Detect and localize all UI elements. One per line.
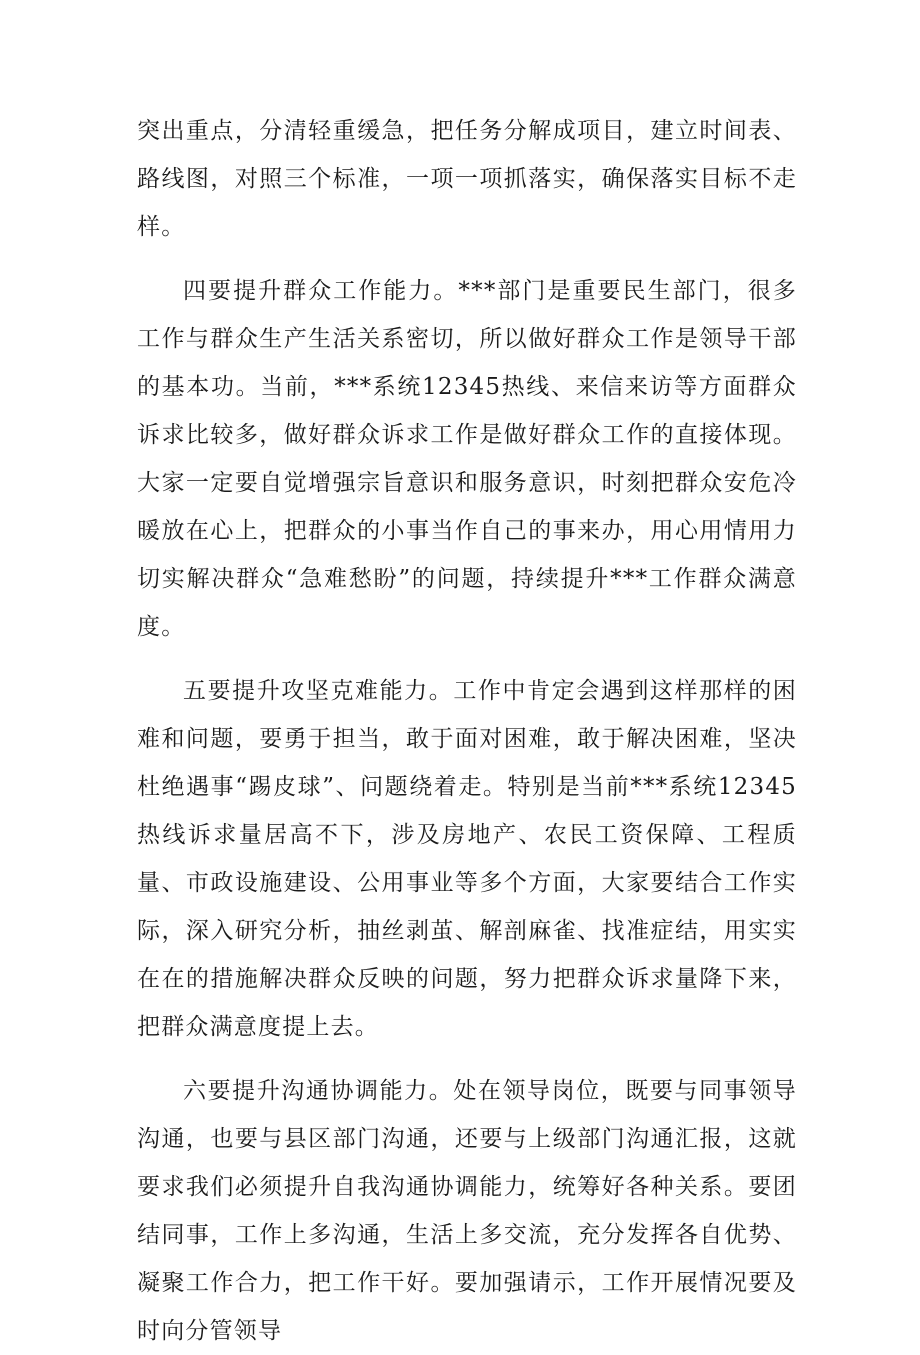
paragraph-mass-work: 四要提升群众工作能力。***部门是重要民生部门，很多工作与群众生产生活关系密切，所以做好群众工作是领导干部的基本功。当前，***系统12345热线、来信来访等方面群众诉求比较多，做好群众诉求工作是做好群众工作的直接体现。大家一定要自觉增强宗旨意识和服务意识，时刻把群众安危冷暖放在心上，把群众的小事当作自己的事来办，用心用情用力切实解决群众“急难愁盼”的问题，持续提升***工作群众满意度。 [137, 278, 797, 640]
paragraph-communication: 六要提升沟通协调能力。处在领导岗位，既要与同事领导沟通，也要与县区部门沟通，还要与上级部门沟通汇报，这就要求我们必须提升自我沟通协调能力，统筹好各种关系。要团结同事，工作上多沟通，生活上多交流，充分发挥各自优势、凝聚工作合力，把工作干好。要加强请示，工作开展情况要及时向分管领导 [137, 1078, 797, 1344]
paragraph-continued: 突出重点，分清轻重缓急，把任务分解成项目，建立时间表、路线图，对照三个标准，一项一项抓落实，确保落实目标不走样。 [137, 118, 797, 240]
document-body [137, 107, 797, 1355]
paragraph-overcome-difficulties: 五要提升攻坚克难能力。工作中肯定会遇到这样那样的困难和问题，要勇于担当，敢于面对困难，敢于解决困难，坚决杜绝遇事“踢皮球”、问题绕着走。特别是当前***系统12345热线诉求量居高不下，涉及房地产、农民工资保障、工程质量、市政设施建设、公用事业等多个方面，大家要结合工作实际，深入研究分析，抽丝剥茧、解剖麻雀、找准症结，用实实在在的措施解决群众反映的问题，努力把群众诉求量降下来，把群众满意度提上去。 [137, 678, 797, 1040]
